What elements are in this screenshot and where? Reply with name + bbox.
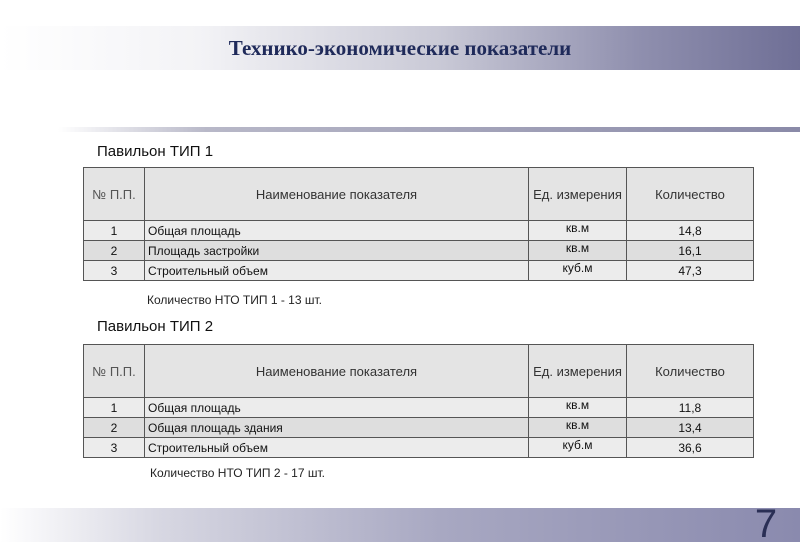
header-name: Наименование показателя (145, 168, 529, 221)
header-name: Наименование показателя (145, 345, 529, 398)
row-name: Общая площадь здания (145, 418, 529, 438)
header-qty: Количество (627, 345, 754, 398)
slide-title: Технико-экономические показатели (228, 36, 572, 60)
pavilion-1-label: Павильон ТИП 1 (97, 143, 214, 160)
pavilion-2-count-note: Количество НТО ТИП 2 - 17 шт. (150, 466, 325, 480)
row-name: Строительный объем (145, 438, 529, 458)
row-qty: 36,6 (627, 438, 754, 458)
table-header-row (84, 345, 754, 398)
row-unit: кв.м (529, 241, 627, 261)
row-unit: куб.м (529, 438, 627, 458)
pavilion-2-table (83, 344, 754, 458)
row-qty: 13,4 (627, 418, 754, 438)
row-num: 2 (84, 241, 145, 261)
row-qty: 16,1 (627, 241, 754, 261)
header-qty: Количество (627, 168, 754, 221)
row-qty: 47,3 (627, 261, 754, 281)
row-num: 3 (84, 438, 145, 458)
table-header-row (84, 168, 754, 221)
row-num: 3 (84, 261, 145, 281)
page-number: 7 (754, 502, 778, 546)
table-row (84, 241, 754, 261)
header-unit: Ед. измерения (529, 345, 627, 398)
table-row (84, 438, 754, 458)
table-row (84, 221, 754, 241)
row-name: Общая площадь (145, 221, 529, 241)
header-num: № П.П. (84, 168, 145, 221)
footer-band (0, 508, 800, 542)
header-num: № П.П. (84, 345, 145, 398)
table-row (84, 261, 754, 281)
table-row (84, 418, 754, 438)
row-qty: 14,8 (627, 221, 754, 241)
row-num: 1 (84, 398, 145, 418)
row-name: Площадь застройки (145, 241, 529, 261)
row-num: 1 (84, 221, 145, 241)
row-qty: 11,8 (627, 398, 754, 418)
row-unit: куб.м (529, 261, 627, 281)
row-unit: кв.м (529, 398, 627, 418)
divider-rule (58, 127, 800, 132)
row-unit: кв.м (529, 418, 627, 438)
pavilion-2-label: Павильон ТИП 2 (97, 318, 214, 335)
table-row (84, 398, 754, 418)
row-name: Общая площадь (145, 398, 529, 418)
pavilion-1-count-note: Количество НТО ТИП 1 - 13 шт. (147, 293, 322, 307)
header-unit: Ед. измерения (529, 168, 627, 221)
row-name: Строительный объем (145, 261, 529, 281)
pavilion-1-table (83, 167, 754, 281)
row-unit: кв.м (529, 221, 627, 241)
row-num: 2 (84, 418, 145, 438)
